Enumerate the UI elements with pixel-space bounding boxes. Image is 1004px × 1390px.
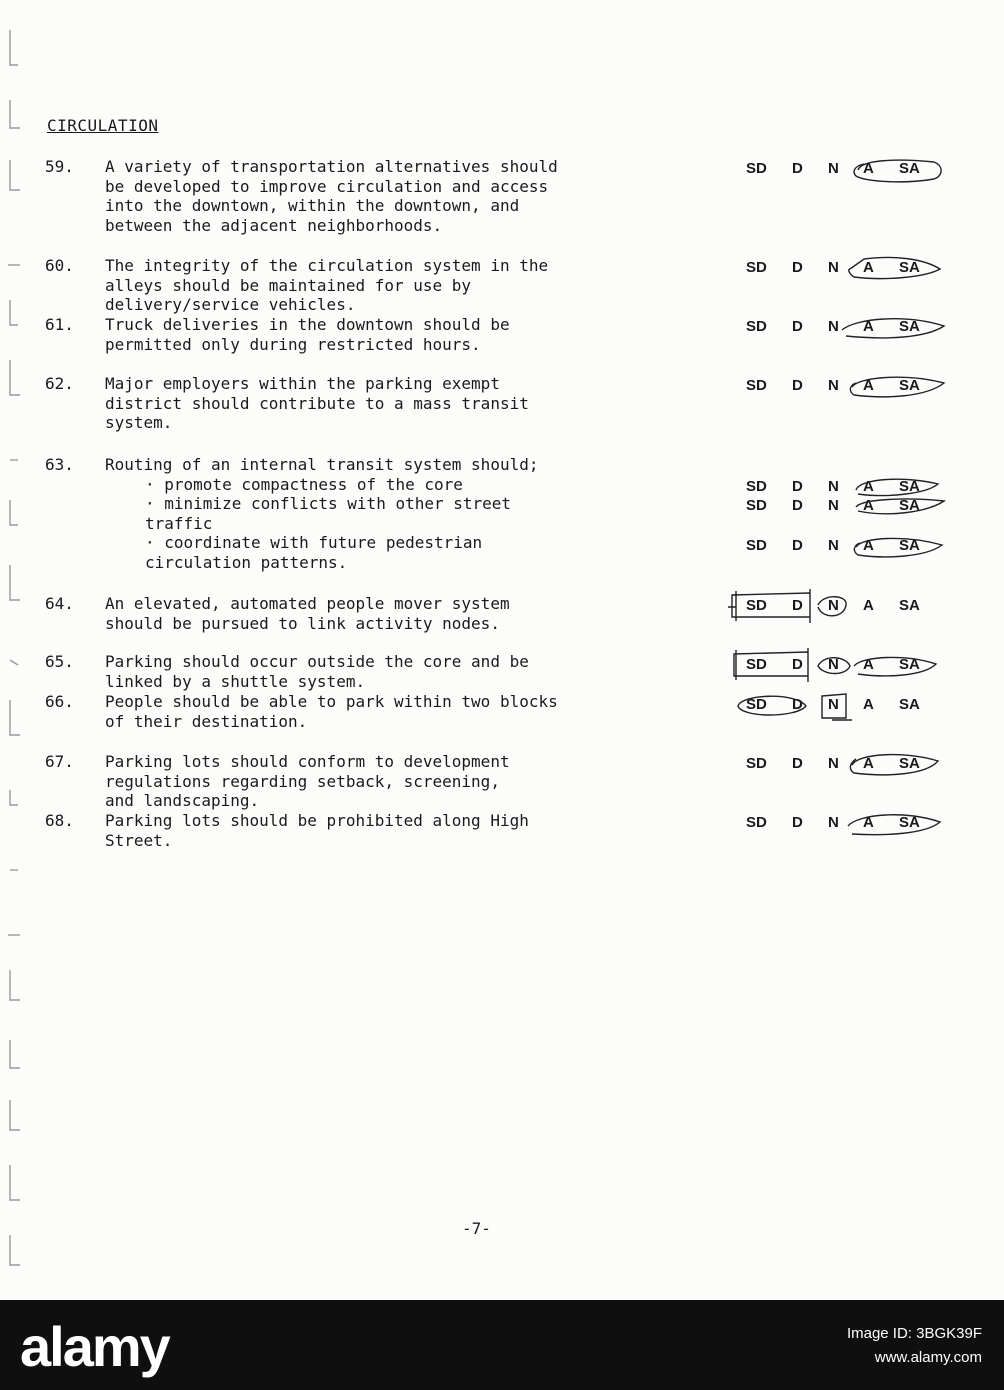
handwritten-circle-mark <box>746 495 956 519</box>
item-text: Major employers within the parking exempt district should contribute to a mass transit system. <box>105 374 529 432</box>
item-text: An elevated, automated people mover system should be pursued to link activity nodes. <box>105 594 510 633</box>
binding-hole-marks <box>0 0 30 1300</box>
handwritten-circle-mark <box>746 316 956 340</box>
image-id-label: Image ID: 3BGK39F <box>846 1325 982 1342</box>
item-number: 63. <box>45 455 74 474</box>
stock-watermark-banner <box>0 1300 1004 1390</box>
scale-a: A <box>863 318 874 335</box>
scale-a: A <box>863 755 874 772</box>
scale-d: D <box>792 656 803 673</box>
scale-n: N <box>828 259 839 276</box>
sub-item: · coordinate with future pedestrian circulation patterns. <box>145 533 483 572</box>
handwritten-circle-mark <box>746 694 956 718</box>
scale-sa: SA <box>899 497 920 514</box>
scale-sd: SD <box>746 597 767 614</box>
scale-a: A <box>863 537 874 554</box>
scale-n: N <box>828 537 839 554</box>
item-number: 65. <box>45 652 74 671</box>
scale-a: A <box>863 597 874 614</box>
rating-scale <box>746 375 956 397</box>
scale-a: A <box>863 696 874 713</box>
item-text: A variety of transportation alternatives should be developed to improve circulation and access into the downtown, within the downtown, and between the adjacent neighborhoods. <box>105 157 558 235</box>
item-number: 60. <box>45 256 74 275</box>
scale-n: N <box>828 597 839 614</box>
scale-sd: SD <box>746 755 767 772</box>
rating-scale <box>746 654 956 676</box>
scale-sa: SA <box>899 814 920 831</box>
scale-sd: SD <box>746 478 767 495</box>
scale-sd: SD <box>746 377 767 394</box>
survey-item <box>45 157 685 237</box>
scale-d: D <box>792 537 803 554</box>
scale-d: D <box>792 755 803 772</box>
scale-sa: SA <box>899 478 920 495</box>
item-text: The integrity of the circulation system in the alleys should be maintained for use by delivery/service vehicles. <box>105 256 549 314</box>
scale-d: D <box>792 478 803 495</box>
scale-d: D <box>792 497 803 514</box>
handwritten-circle-mark <box>746 375 956 399</box>
scale-n: N <box>828 497 839 514</box>
survey-item <box>45 652 685 692</box>
scale-a: A <box>863 478 874 495</box>
survey-item <box>45 455 685 575</box>
scale-d: D <box>792 160 803 177</box>
scale-n: N <box>828 755 839 772</box>
rating-scale <box>746 753 956 775</box>
scale-n: N <box>828 478 839 495</box>
scale-sa: SA <box>899 318 920 335</box>
rating-scale <box>746 158 956 180</box>
survey-item <box>45 752 685 812</box>
scale-d: D <box>792 318 803 335</box>
alamy-logo: alamy <box>20 1315 169 1378</box>
survey-item <box>45 692 685 732</box>
item-text: People should be able to park within two blocks of their destination. <box>105 692 558 731</box>
scale-sd: SD <box>746 318 767 335</box>
scale-sd: SD <box>746 497 767 514</box>
survey-item <box>45 811 685 851</box>
rating-scale <box>746 495 956 517</box>
scale-sd: SD <box>746 696 767 713</box>
item-number: 61. <box>45 315 74 334</box>
handwritten-circle-mark <box>746 753 956 777</box>
item-number: 66. <box>45 692 74 711</box>
scale-sd: SD <box>746 656 767 673</box>
scale-sa: SA <box>899 160 920 177</box>
item-number: 64. <box>45 594 74 613</box>
survey-item <box>45 315 685 355</box>
handwritten-circle-mark <box>746 257 956 281</box>
rating-scale <box>746 257 956 279</box>
sub-item: · promote compactness of the core <box>145 474 463 494</box>
scale-sa: SA <box>899 656 920 673</box>
handwritten-circle-mark <box>746 535 956 559</box>
item-text: Truck deliveries in the downtown should be permitted only during restricted hours. <box>105 315 510 354</box>
rating-scale <box>746 595 956 617</box>
scale-n: N <box>828 814 839 831</box>
scale-sd: SD <box>746 537 767 554</box>
scale-sa: SA <box>899 597 920 614</box>
rating-scale <box>746 316 956 338</box>
item-text: Parking should occur outside the core and be linked by a shuttle system. <box>105 652 529 691</box>
scale-n: N <box>828 318 839 335</box>
scale-a: A <box>863 259 874 276</box>
survey-item <box>45 374 685 434</box>
item-number: 62. <box>45 374 74 393</box>
scale-a: A <box>863 814 874 831</box>
page-number: -7- <box>462 1219 491 1238</box>
scale-n: N <box>828 377 839 394</box>
scale-n: N <box>828 696 839 713</box>
banner-meta <box>847 1322 982 1370</box>
scale-sa: SA <box>899 537 920 554</box>
item-text: Routing of an internal transit system should; <box>105 455 539 474</box>
scale-a: A <box>863 160 874 177</box>
survey-item <box>45 256 685 316</box>
scale-sd: SD <box>746 814 767 831</box>
scale-d: D <box>792 259 803 276</box>
item-text: Parking lots should conform to development regulations regarding setback, screening, and landscaping. <box>105 752 510 810</box>
handwritten-box-mark <box>746 654 956 678</box>
handwritten-circle-mark <box>746 158 956 182</box>
scale-d: D <box>792 696 803 713</box>
scale-n: N <box>828 656 839 673</box>
scale-d: D <box>792 377 803 394</box>
scale-sd: SD <box>746 160 767 177</box>
scale-a: A <box>863 656 874 673</box>
scale-sa: SA <box>899 259 920 276</box>
scale-sa: SA <box>899 696 920 713</box>
handwritten-circle-mark <box>746 812 956 836</box>
scale-n: N <box>828 160 839 177</box>
site-url: www.alamy.com <box>874 1349 982 1366</box>
item-number: 67. <box>45 752 74 771</box>
rating-scale <box>746 535 956 557</box>
item-number: 59. <box>45 157 74 176</box>
scale-d: D <box>792 597 803 614</box>
rating-scale <box>746 694 956 716</box>
scale-sd: SD <box>746 259 767 276</box>
scale-a: A <box>863 377 874 394</box>
scale-sa: SA <box>899 755 920 772</box>
section-heading: CIRCULATION <box>47 116 159 135</box>
survey-item <box>45 594 685 634</box>
scale-a: A <box>863 497 874 514</box>
scale-sa: SA <box>899 377 920 394</box>
item-number: 68. <box>45 811 74 830</box>
rating-scale <box>746 812 956 834</box>
handwritten-box-mark <box>746 595 956 619</box>
scale-d: D <box>792 814 803 831</box>
item-text: Parking lots should be prohibited along High Street. <box>105 811 529 850</box>
sub-item: · minimize conflicts with other street traffic <box>145 494 512 533</box>
